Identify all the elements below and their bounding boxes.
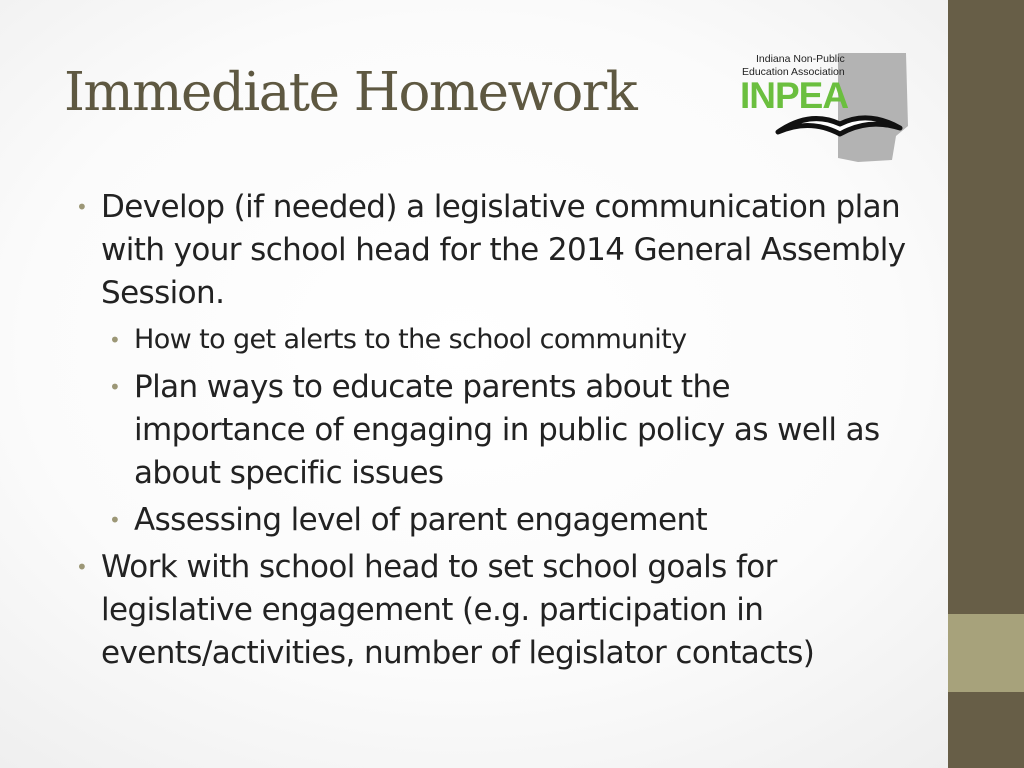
- bullet-text: Work with school head to set school goals for legislative engagement (e.g. participation in events/activities, number of legislator contacts): [101, 549, 815, 671]
- bullet-text: How to get alerts to the school community: [134, 324, 687, 355]
- logo-line2: Education Association: [742, 66, 845, 78]
- inpea-logo: [738, 48, 914, 164]
- sub-bullet-item: [76, 499, 906, 542]
- bullet-icon: •: [76, 195, 88, 219]
- logo-graphic: [738, 48, 914, 164]
- bullet-item: [76, 546, 906, 675]
- bullet-text: Assessing level of parent engagement: [134, 502, 708, 538]
- indiana-state-shape: [838, 53, 908, 162]
- bullet-text: Plan ways to educate parents about the importance of engaging in public policy as well as about specific issues: [134, 369, 880, 491]
- bullet-list: [76, 186, 906, 680]
- logo-line1: Indiana Non-Public: [756, 53, 845, 65]
- logo-acronym: INPEA: [740, 75, 849, 116]
- side-accent: [948, 614, 1024, 692]
- bullet-icon: •: [76, 555, 88, 579]
- sub-bullet-item: [76, 366, 906, 495]
- bullet-icon: •: [109, 328, 121, 352]
- bullet-icon: •: [109, 375, 121, 399]
- bullet-icon: •: [109, 508, 121, 532]
- sub-bullet-item: [76, 320, 906, 360]
- bullet-item: [76, 186, 906, 315]
- slide-title: Immediate Homework: [64, 62, 637, 123]
- bullet-text: Develop (if needed) a legislative communication plan with your school head for the 2014 General Assembly Session.: [101, 189, 906, 311]
